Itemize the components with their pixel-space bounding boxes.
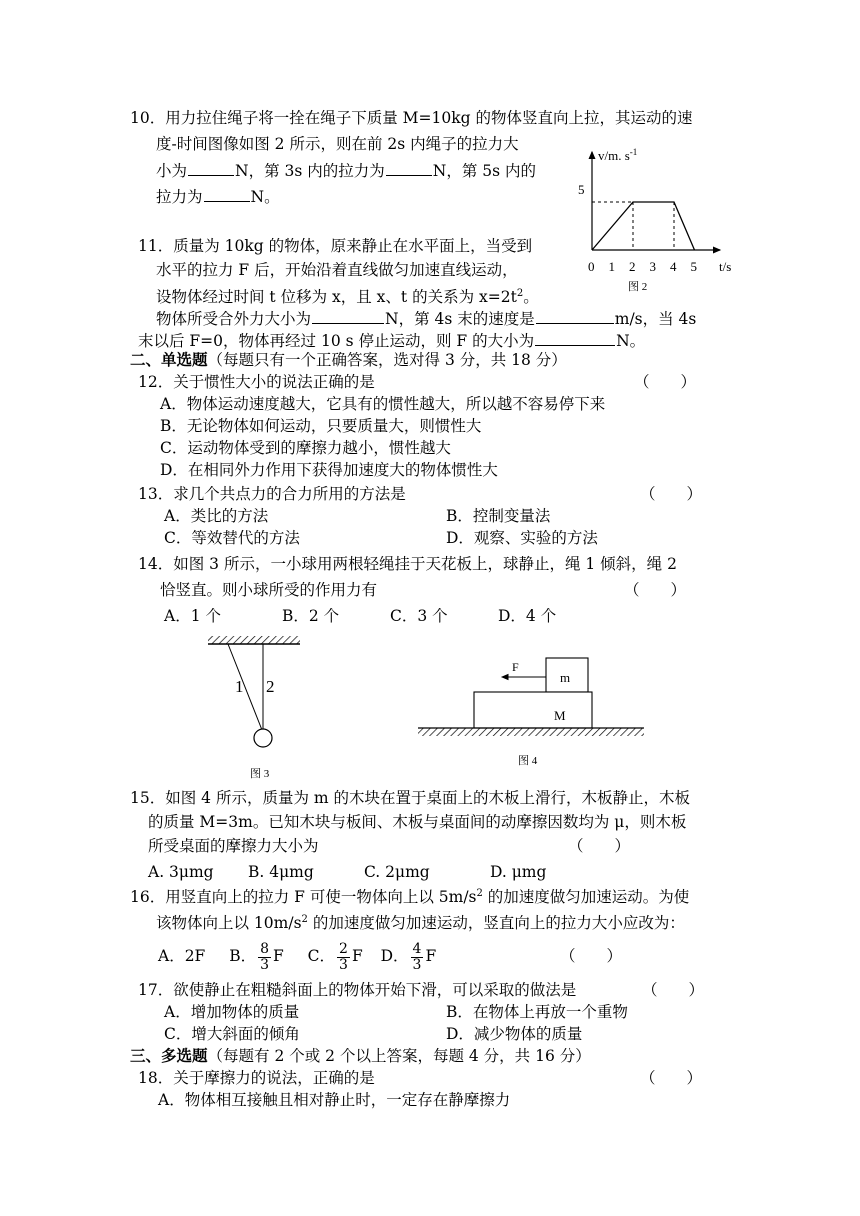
answer-blank [312, 308, 384, 324]
q14-option-b: B．2 个 [282, 607, 340, 625]
figure-caption: 图 3 [250, 768, 270, 780]
answer-paren: （ ） [568, 837, 631, 855]
q11-text: 物体所受合外力大小为 [156, 310, 312, 328]
section-note: （每题有 2 个或 2 个以上答案，每题 4 分，共 16 分） [207, 1047, 591, 1065]
q16-text: 该物体向上以 10m/s [156, 914, 302, 933]
q16-option-c: C． [307, 947, 336, 965]
numerator: 2 [339, 940, 348, 957]
answer-blank [535, 330, 615, 346]
q13-option-a: A．类比的方法 [164, 507, 269, 525]
q16-option-d: D． [380, 947, 409, 965]
q14-line1: 14．如图 3 所示，一小球用两根轻绳挂于天花板上，球静止，绳 1 倾斜，绳 2 [138, 555, 677, 573]
q10-line1: 10．用力拉住绳子将一拴在绳子下质量 M=10kg 的物体竖直向上拉，其运动的速 [130, 109, 693, 127]
q11-text: N，第 4s 末的速度是 [385, 310, 535, 328]
x-tick-label: 1 [608, 259, 615, 274]
q11-line1: 11．质量为 10kg 的物体，原来静止在水平面上，当受到 [138, 237, 533, 255]
ceiling-hatch [208, 636, 300, 644]
figure-caption: 图 2 [628, 281, 648, 293]
section-title: 二、单选题 [130, 350, 208, 369]
ball [254, 729, 272, 747]
q17-option-d: D．减少物体的质量 [446, 1025, 583, 1043]
board-M [474, 692, 592, 728]
force-symbol: F [351, 947, 363, 965]
denominator: 3 [260, 956, 269, 973]
q14-option-c: C．3 个 [390, 607, 448, 625]
y-value-5: 5 [578, 182, 585, 197]
q11-text: m/s，当 4s [614, 310, 697, 328]
q16-option-a: A．2F [158, 947, 206, 965]
q15-line3: 所受桌面的摩擦力大小为 [148, 837, 319, 855]
q18-option-a: A．物体相互接触且相对静止时，一定存在静摩擦力 [158, 1091, 511, 1109]
velocity-line [592, 202, 695, 250]
q16-text: 的加速度做匀加速运动，竖直向上的拉力大小应改为： [307, 914, 685, 933]
numerator: 8 [260, 940, 269, 957]
section-3-heading [130, 1046, 591, 1066]
force-symbol: F [273, 947, 284, 965]
rope-1 [228, 644, 262, 730]
numerator: 4 [412, 940, 422, 957]
figure-caption: 图 4 [518, 755, 538, 767]
x-tick-label: 2 [629, 259, 636, 274]
q13-option-b: B．控制变量法 [446, 507, 551, 525]
q10-line2: 度-时间图像如图 2 所示，则在前 2s 内绳子的拉力大 [156, 135, 519, 153]
answer-blank [386, 160, 432, 176]
q12-option-b: B．无论物体如何运动，只要质量大，则惯性大 [160, 417, 482, 435]
q13-stem: 13．求几个共点力的合力所用的方法是 [138, 485, 406, 503]
x-tick-label: 3 [649, 259, 656, 274]
x-tick-label: 4 [670, 259, 677, 274]
q11-text: 设物体经过时间 t 位移为 x，且 x、t 的关系为 x=2t [156, 288, 517, 307]
q17-option-c: C．增大斜面的倾角 [164, 1025, 300, 1043]
q13-option-c: C．等效替代的方法 [164, 529, 300, 547]
superscript: 2 [516, 288, 524, 299]
table-hatch [418, 728, 644, 736]
denominator: 3 [412, 956, 422, 973]
answer-paren: （ ） [624, 581, 687, 599]
q10-text: N，第 3s 内的拉力为 [235, 162, 385, 180]
board-label: M [554, 708, 566, 723]
q16-line1 [130, 884, 689, 907]
q13-option-d: D．观察、实验的方法 [446, 529, 598, 547]
q15-option-d: D. μmg [490, 863, 547, 881]
answer-paren: （ ） [634, 373, 697, 391]
section-2-heading [130, 350, 567, 370]
q10-line3 [156, 160, 536, 181]
q16-text: 16．用竖直向上的拉力 F 可使一物体向上以 5m/s [130, 888, 477, 907]
q10-text: 拉力为 [156, 188, 203, 206]
section-title: 三、多选题 [130, 1046, 208, 1065]
q16-line2 [156, 910, 685, 933]
answer-paren: （ ） [560, 947, 623, 965]
q17-option-a: A．增加物体的质量 [164, 1003, 300, 1021]
q16-text: 的加速度做匀加速运动。为使 [482, 888, 690, 907]
denominator: 3 [339, 956, 348, 973]
rope-1-label: 1 [235, 677, 244, 696]
figure-4-block-on-board [414, 652, 646, 770]
q12-option-c: C．运动物体受到的摩擦力越小，惯性越大 [160, 439, 451, 457]
superscript: 2 [476, 888, 483, 899]
q11-line2: 水平的拉力 F 后，开始沿着直线做匀加速直线运动， [156, 261, 518, 279]
answer-blank [188, 160, 234, 176]
section-note: （每题只有一个正确答案，选对得 3 分，共 18 分） [207, 351, 567, 369]
q14-option-a: A．1 个 [164, 607, 221, 625]
q12-stem: 12．关于惯性大小的说法正确的是 [138, 373, 375, 391]
fraction-8-3 [258, 942, 271, 973]
answer-paren: （ ） [640, 485, 703, 503]
q11-text: 末以后 F=0，物体再经过 10 s 停止运动，则 F 的大小为 [138, 332, 535, 350]
answer-blank [204, 186, 250, 202]
q17-option-b: B．在物体上再放一个重物 [446, 1003, 628, 1021]
q11-line4 [156, 308, 696, 329]
q11-line5 [138, 330, 645, 351]
q15-option-c: C. 2μmg [364, 863, 430, 881]
figure-2-vt-graph [572, 142, 742, 302]
q11-text: N。 [616, 332, 646, 350]
q10-text: 小为 [156, 162, 188, 180]
force-label: F [512, 660, 519, 674]
q10-text: N，第 5s 内的 [432, 162, 536, 180]
q15-option-b: B. 4μmg [248, 863, 314, 881]
figure-3-hanging-ball [200, 634, 310, 784]
fraction-2-3 [337, 942, 350, 973]
q11-text: 。 [523, 288, 539, 307]
q12-option-d: D．在相同外力作用下获得加速度大的物体惯性大 [160, 461, 498, 479]
q16-option-b: B． [229, 947, 257, 965]
answer-paren: （ ） [640, 1069, 703, 1087]
q18-stem: 18．关于摩擦力的说法，正确的是 [138, 1069, 375, 1087]
q11-line3 [156, 284, 539, 307]
x-axis-label: t/s [719, 259, 732, 274]
answer-paren: （ ） [642, 981, 705, 999]
q17-stem: 17．欲使静止在粗糙斜面上的物体开始下滑，可以采取的做法是 [138, 981, 577, 999]
q14-line2: 恰竖直。则小球所受的作用力有 [160, 581, 378, 599]
q15-line1: 15．如图 4 所示，质量为 m 的木块在置于桌面上的木板上滑行，木板静止，木板 [130, 789, 690, 807]
q16-options [158, 940, 436, 972]
x-tick-label: 5 [690, 259, 697, 274]
rope-2-label: 2 [266, 677, 275, 696]
q10-line4 [156, 186, 280, 207]
small-block-label: m [560, 670, 571, 685]
q15-line2: 的质量 M=3m。已知木块与板间、木板与桌面间的动摩擦因数均为 μ，则木板 [148, 813, 687, 831]
q12-option-a: A．物体运动速度越大，它具有的惯性越大，所以越不容易停下来 [160, 395, 606, 413]
x-tick-label: 0 [588, 259, 595, 274]
force-symbol: F [425, 947, 437, 965]
fraction-4-3 [411, 942, 424, 973]
superscript: 2 [301, 914, 308, 925]
q10-text: N。 [250, 188, 280, 206]
answer-blank [536, 308, 614, 324]
y-axis-label: v/m. $s^{-1}$ [598, 147, 638, 163]
q14-option-d: D．4 个 [498, 607, 557, 625]
q15-option-a: A. 3μmg [148, 863, 214, 881]
